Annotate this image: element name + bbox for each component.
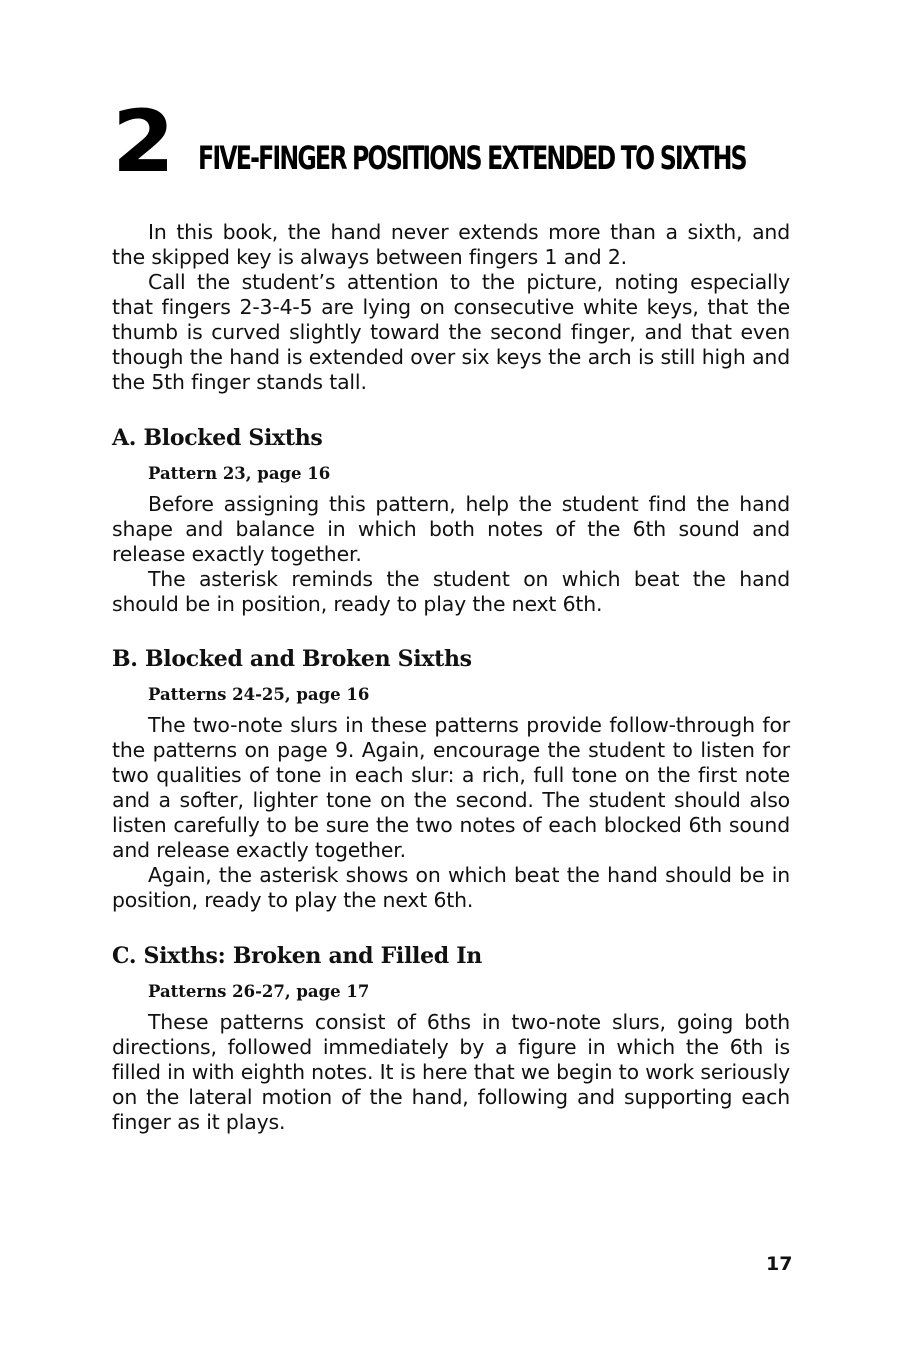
- chapter-title: FIVE-FINGER POSITIONS EXTENDED TO SIXTHS: [197, 139, 746, 177]
- chapter-header: [112, 92, 900, 192]
- section-heading-a: A. Blocked Sixths: [112, 425, 323, 451]
- pattern-reference-a: Pattern 23, page 16: [148, 464, 331, 483]
- section-b-paragraph: Again, the asterisk shows on which beat the hand should be in position, ready to play the next 6th.: [112, 863, 790, 912]
- intro-paragraph: Call the student’s attention to the picture, noting especially that fingers 2-3-4-5 are lying on consecutive white keys, that the thumb is curved slightly toward the second finger, and that even though the hand is extended over six keys the arch is still high and the 5th finger stands tall.: [112, 270, 790, 394]
- intro-paragraph: In this book, the hand never extends more than a sixth, and the skipped key is always between fingers 1 and 2.: [112, 220, 790, 269]
- section-heading-b: B. Blocked and Broken Sixths: [112, 646, 472, 672]
- pattern-reference-b: Patterns 24-25, page 16: [148, 685, 370, 704]
- section-b-paragraph: The two-note slurs in these patterns provide follow-through for the patterns on page 9. Again, encourage the student to listen for two qualities of tone in each slur: a rich, full tone on the first note and a softer, lighter tone on the second. The student should also listen carefully to be sure the two notes of each blocked 6th sound and release exactly together.: [112, 713, 790, 862]
- page-body: [112, 220, 790, 1135]
- section-heading-c: C. Sixths: Broken and Filled In: [112, 943, 482, 969]
- chapter-number: 2: [112, 92, 173, 192]
- section-a-paragraph: Before assigning this pattern, help the student find the hand shape and balance in which both notes of the 6th sound and release exactly together.: [112, 492, 790, 566]
- pattern-reference-c: Patterns 26-27, page 17: [148, 982, 370, 1001]
- section-a-paragraph: The asterisk reminds the student on which beat the hand should be in position, ready to play the next 6th.: [112, 567, 790, 616]
- section-c-paragraph: These patterns consist of 6ths in two-note slurs, going both directions, followed immediately by a figure in which the 6th is filled in with eighth notes. It is here that we begin to work seriously on the lateral motion of the hand, following and supporting each finger as it plays.: [112, 1010, 790, 1134]
- page-number: 17: [766, 1253, 793, 1275]
